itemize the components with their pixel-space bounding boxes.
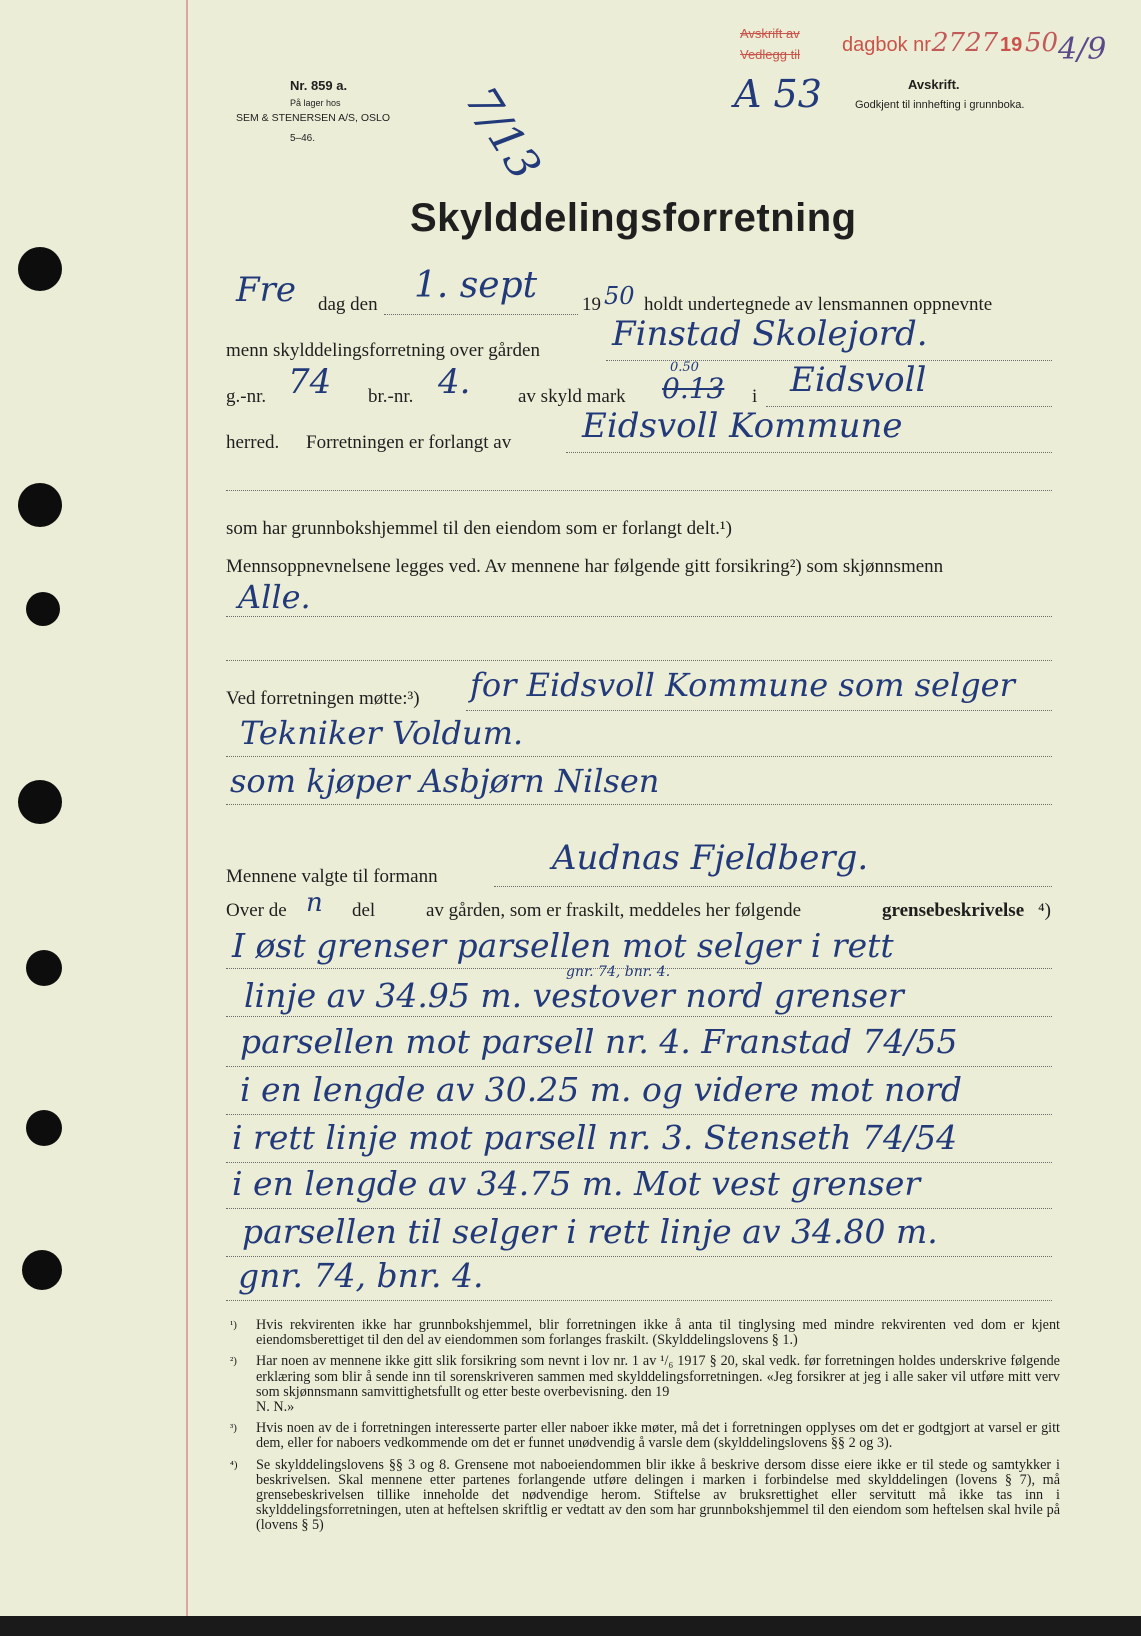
boundary-line: i rett linje mot parsell nr. 3. Stenseth 74/54: [232, 1118, 958, 1157]
appointment-text: Mennsoppnevnelsene legges ved. Av mennene har følgende gitt forsikring²) som skjønnsmenn: [226, 556, 944, 577]
page-title: Skylddelingsforretning: [410, 196, 857, 240]
boundary-underline: [226, 1208, 1052, 1209]
punch-hole: [18, 483, 62, 527]
boundary-text-prefix: av gården, som er fraskilt, meddeles her følgende: [426, 900, 802, 921]
intro-prefix: Fre: [236, 270, 296, 310]
attended-line-2: Tekniker Voldum.: [240, 714, 524, 752]
bnr-label: br.-nr.: [368, 386, 414, 407]
farm-name: Finstad Skolejord.: [612, 314, 928, 354]
held-text: holdt undertegnede av lensmannen oppnevnte: [644, 294, 993, 315]
skyld-value: 0.13: [662, 372, 725, 405]
boundary-line: parsellen mot parsell nr. 4. Franstad 74/55: [240, 1022, 958, 1061]
bnr-value: 4.: [438, 362, 471, 402]
gnr-value: 74: [288, 362, 332, 402]
grunnbok-text: som har grunnbokshjemmel til den eiendom som er forlangt delt.¹): [226, 518, 732, 539]
form-number: Nr. 859 a.: [290, 78, 348, 93]
boundary-underline: [226, 1066, 1052, 1067]
handwritten-mark: A 53: [734, 72, 822, 116]
attended-underline: [466, 710, 1052, 711]
punch-hole: [26, 950, 62, 986]
attended-line-1: for Eidsvoll Kommune som selger: [470, 666, 1015, 704]
footnote-mark: ³): [230, 1422, 237, 1435]
boundary-line: i en lengde av 30.25 m. og videre mot nord: [240, 1070, 963, 1109]
diary-number: 2727: [932, 28, 999, 58]
punch-hole: [26, 1110, 62, 1146]
municipality-value: Eidsvoll: [790, 360, 927, 400]
footnote: [230, 1354, 1060, 1415]
stamp-year: 50: [1025, 28, 1059, 58]
skyld-label: av skyld mark: [518, 386, 626, 407]
attended-underline: [226, 804, 1052, 805]
stamp-date: 4/9: [1058, 32, 1107, 67]
footnote-text: Hvis rekvirenten ikke har grunnbokshjemmel, blir forretningen ikke å anta til tinglysing med mindre rekvirenten ved dom er kjent eiendomsberettiget til den del av eiendommen som forlanges fraskilt. (Skylddelingslovens § 1.): [256, 1317, 1060, 1349]
footnote-mark: ²): [230, 1355, 237, 1368]
boundary-line: gnr. 74, bnr. 4.: [238, 1256, 484, 1295]
boundary-insert: gnr. 74, bnr. 4.: [566, 964, 671, 980]
day-label: dag den: [318, 294, 378, 315]
skyld-correction: 0.50: [670, 360, 699, 375]
requested-underline: [566, 452, 1052, 453]
date-value: 1. sept: [414, 265, 538, 306]
boundary-underline: [226, 1162, 1052, 1163]
punch-hole: [18, 780, 62, 824]
handwritten-reference: 7/13: [454, 78, 551, 189]
attended-label: Ved forretningen møtte:³): [226, 688, 420, 709]
footnote: [230, 1421, 1060, 1451]
stamp-diary-label: dagbok nr.: [842, 34, 936, 56]
boundary-text-suffix: ⁴): [1038, 900, 1051, 921]
boundary-underline: [226, 1300, 1052, 1301]
requested-label: Forretningen er forlangt av: [306, 432, 512, 453]
attended-line-3: som kjøper Asbjørn Nilsen: [230, 762, 660, 800]
blank-line: [226, 490, 1052, 491]
chairman-label: Mennene valgte til formann: [226, 866, 438, 887]
boundary-text-bold: grensebeskrivelse: [882, 900, 1025, 921]
boundary-underline: [226, 1016, 1052, 1017]
punch-hole: [22, 1250, 62, 1290]
attended-underline: [226, 756, 1052, 757]
boundary-underline: [226, 1114, 1052, 1115]
farm-label: menn skylddelingsforretning over gården: [226, 340, 540, 361]
chairman-name: Audnas Fjeldberg.: [552, 838, 869, 878]
chairman-underline: [494, 886, 1052, 887]
gnr-label: g.-nr.: [226, 386, 267, 407]
blank-line: [226, 660, 1052, 661]
punch-hole: [18, 247, 62, 291]
stamp-year-prefix: 19: [1000, 34, 1023, 56]
footnote: [230, 1318, 1060, 1348]
boundary-line: I øst grenser parsellen mot selger i rett: [232, 926, 894, 965]
boundary-line: i en lengde av 34.75 m. Mot vest grenser: [232, 1164, 921, 1203]
boundary-line: linje av 34.95 m. vestover nord grenser: [244, 976, 904, 1015]
in-label: i: [752, 386, 758, 407]
requested-by: Eidsvoll Kommune: [582, 406, 903, 446]
margin-line: [186, 0, 188, 1616]
footnotes: [230, 1318, 1060, 1540]
stamp-copy-label: Avskrift av: [740, 26, 800, 41]
copy-label: Avskrift.: [908, 77, 960, 92]
over-value: n: [306, 888, 323, 918]
appointment-value: Alle.: [238, 578, 311, 616]
form-edition: 5–46.: [290, 133, 316, 144]
herred-label: herred.: [226, 432, 280, 453]
year-prefix: 19: [582, 294, 601, 315]
year-value: 50: [604, 282, 635, 310]
stamp-attachment-label: Vedlegg til: [740, 47, 800, 62]
footnote-text: Se skylddelingslovens §§ 3 og 8. Grensene mot naboeiendommen blir ikke å beskrive dersom disse eiere ikke er til stede og samtykker i beskrivelsen. Skal mennene etter partenes forlangende utføre delingen i marken i forbindelse med skylddelingen (lovens § 7), må grensebeskrivelsen tillike inneholde det nødvendige herom. Stiftelse av bruksrettighet eller servitutt må ikke tas inn i skylddelingsforretningen, uten at heftelsen skriftlig er vedtatt av den som har grunnbokshjemmel til den eiendom som heftelsen skal hvile på (lovens § 5): [256, 1456, 1060, 1534]
footnote-mark: ⁴): [230, 1458, 238, 1471]
footnote-text: Hvis noen av de i forretningen interesserte parter eller naboer ikke møter, må det i forretningen opplyses om det er godtgjort at varsel er gitt dem, eller for naboers vedkommende om det er funnet unødvendig å varsle dem (skylddelingslovens §§ 2 og 3).: [256, 1420, 1060, 1452]
date-underline: [384, 314, 578, 315]
footnote-text: Har noen av mennene ikke gitt slik forsikring som nevnt i lov nr. 1 av ¹/₆ 1917 § 20, skal vedk. før forretningen holdes underskrive følgende erklæring som blir å sende inn til sorenskriveren sammen med skylddelingsforretningen. «Jeg forsikrer at jeg i alle saker vil utføre mitt verv som skjønnsmann samvittighetsfullt og etter beste overbevisning. den 19 N. N.»: [256, 1353, 1060, 1416]
approved-text: Godkjent til innhefting i grunnboka.: [855, 99, 1025, 111]
publisher-name: SEM & STENERSEN A/S, OSLO: [236, 112, 391, 124]
footnote: [230, 1458, 1060, 1534]
publisher-line: På lager hos: [290, 98, 341, 108]
boundary-line: parsellen til selger i rett linje av 34.80 m.: [242, 1212, 938, 1251]
appointment-underline: [226, 616, 1052, 617]
del-label: del: [352, 900, 376, 921]
punch-hole: [26, 592, 60, 626]
over-label: Over de: [226, 900, 287, 921]
footnote-mark: ¹): [230, 1319, 237, 1331]
